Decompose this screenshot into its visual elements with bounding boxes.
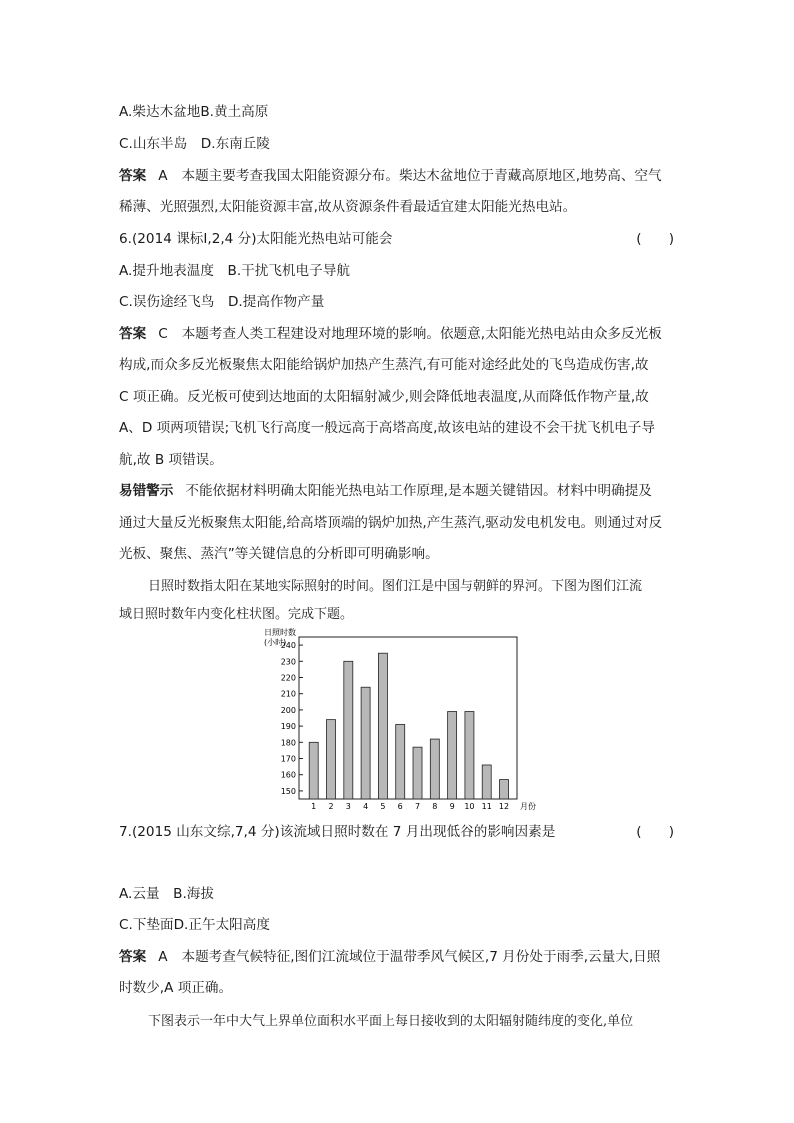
x-tick-label: 8 (432, 802, 438, 811)
y-tick-label: 160 (280, 770, 296, 780)
y-tick-label: 240 (280, 641, 296, 651)
q6-explanation-4: A、D 项两项错误;飞机飞行高度一般远高于高塔高度,故该电站的建设不会干扰飞机电子导 (119, 420, 655, 436)
q6-explanation-5: 航,故 B 项错误。 (119, 452, 223, 468)
chart-intro-line1: 日照时数指太阳在某地实际照射的时间。图们江是中国与朝鲜的界河。下图为图们江流 (148, 579, 643, 594)
q6-warning-text-1: 不能依据材料明确太阳能光热电站工作原理,是本题关键错因。材料中明确提及 (185, 483, 652, 499)
y-tick-label: 210 (280, 689, 296, 699)
answer-letter: A (158, 949, 168, 965)
y-tick-label: 220 (280, 673, 296, 683)
x-tick-label: 9 (449, 802, 455, 811)
warning-label: 易错警示 (119, 483, 174, 499)
x-tick-label: 4 (363, 802, 369, 811)
bar-month-2 (327, 720, 336, 799)
x-tick-label: 7 (414, 802, 421, 811)
answer-letter: A (158, 168, 168, 184)
q7-options-line1: A.云量 B.海拔 (119, 886, 214, 902)
answer-label: 答案 (119, 168, 147, 184)
bar-month-12 (500, 780, 509, 799)
x-tick-label: 5 (380, 802, 386, 811)
bar-month-4 (361, 687, 370, 799)
x-tick-label: 12 (498, 802, 510, 811)
q7-options-line2: C.下垫面D.正午太阳高度 (119, 917, 270, 933)
q6-explanation-2: 构成,而众多反光板聚焦太阳能给锅炉加热产生蒸汽,有可能对途经此处的飞鸟造成伤害,故 (119, 357, 649, 373)
y-axis-label-line1: 日照时数 (264, 628, 296, 637)
bar-month-5 (378, 653, 387, 799)
q6-warning-line1 (119, 482, 652, 500)
bar-month-11 (482, 765, 491, 799)
q7-stem: 7.(2015 山东文综,7,4 分)该流域日照时数在 7 月出现低谷的影响因素是 (119, 824, 556, 840)
q6-warning-2: 通过大量反光板聚焦太阳能,给高塔顶端的锅炉加热,产生蒸汽,驱动发电机发电。则通过对反 (119, 515, 663, 531)
q5-options-line1: A.柴达木盆地B.黄土高原 (119, 104, 269, 120)
y-tick-label: 200 (280, 705, 296, 715)
x-tick-label: 2 (328, 802, 334, 811)
answer-letter: C (158, 326, 168, 342)
x-tick-label: 6 (397, 802, 403, 811)
x-tick-label: 11 (481, 802, 492, 811)
q6-answer-line1 (119, 325, 662, 343)
q6-explanation-1: 本题考查人类工程建设对地理环境的影响。依题意,太阳能光热电站由众多反光板 (181, 326, 662, 342)
q6-answer-paren: ( ) (636, 231, 674, 247)
q6-options-line2: C.误伤途经飞鸟 D.提高作物产量 (119, 294, 325, 310)
q7-answer-line1 (119, 948, 660, 966)
q6-stem: 6.(2014 课标Ⅰ,2,4 分)太阳能光热电站可能会 (119, 231, 393, 247)
q5-explanation-2: 稀薄、光照强烈,太阳能资源丰富,故从资源条件看最适宜建太阳能光热电站。 (119, 199, 577, 215)
q6-explanation-3: C 项正确。反光板可使到达地面的太阳辐射减少,则会降低地表温度,从而降低作物产量,故 (119, 389, 649, 405)
bar-month-8 (430, 739, 439, 799)
q6-options-line1: A.提升地表温度 B.干扰飞机电子导航 (119, 263, 350, 279)
q5-options-line2: C.山东半岛 D.东南丘陵 (119, 136, 270, 152)
y-tick-label: 180 (280, 738, 296, 748)
bar-month-10 (465, 712, 474, 799)
bar-month-9 (448, 712, 457, 799)
q7-explanation-1: 本题考查气候特征,图们江流域位于温带季风气候区,7 月份处于雨季,云量大,日照 (181, 949, 661, 965)
x-tick-label: 3 (345, 802, 351, 811)
chart-intro-line2: 域日照时数年内变化柱状图。完成下题。 (119, 607, 354, 622)
y-tick-label: 150 (280, 786, 296, 796)
q7-explanation-2: 时数少,A 项正确。 (119, 980, 233, 996)
bar-month-3 (344, 661, 353, 799)
y-axis-label-line2: (小时) (264, 638, 287, 647)
q5-answer-line1 (119, 167, 662, 185)
q7-answer-paren: ( ) (636, 824, 674, 840)
next-intro-line1: 下图表示一年中大气上界单位面积水平面上每日接收到的太阳辐射随纬度的变化,单位 (148, 1014, 634, 1029)
x-tick-label: 1 (311, 802, 317, 811)
sunshine-hours-bar-chart (0, 627, 794, 827)
answer-label: 答案 (119, 326, 147, 342)
y-tick-label: 170 (280, 754, 296, 764)
x-axis-label: 月份 (520, 802, 536, 811)
x-tick-label: 10 (464, 802, 475, 811)
bar-month-1 (309, 742, 318, 799)
bar-month-6 (396, 724, 405, 799)
q6-warning-3: 光板、聚焦、蒸汽”等关键信息的分析即可明确影响。 (119, 546, 439, 562)
q5-explanation-1: 本题主要考查我国太阳能资源分布。柴达木盆地位于青藏高原地区,地势高、空气 (181, 168, 662, 184)
bar-month-7 (413, 747, 422, 799)
y-tick-label: 190 (280, 722, 296, 732)
answer-label: 答案 (119, 949, 147, 965)
y-tick-label: 230 (280, 657, 296, 667)
